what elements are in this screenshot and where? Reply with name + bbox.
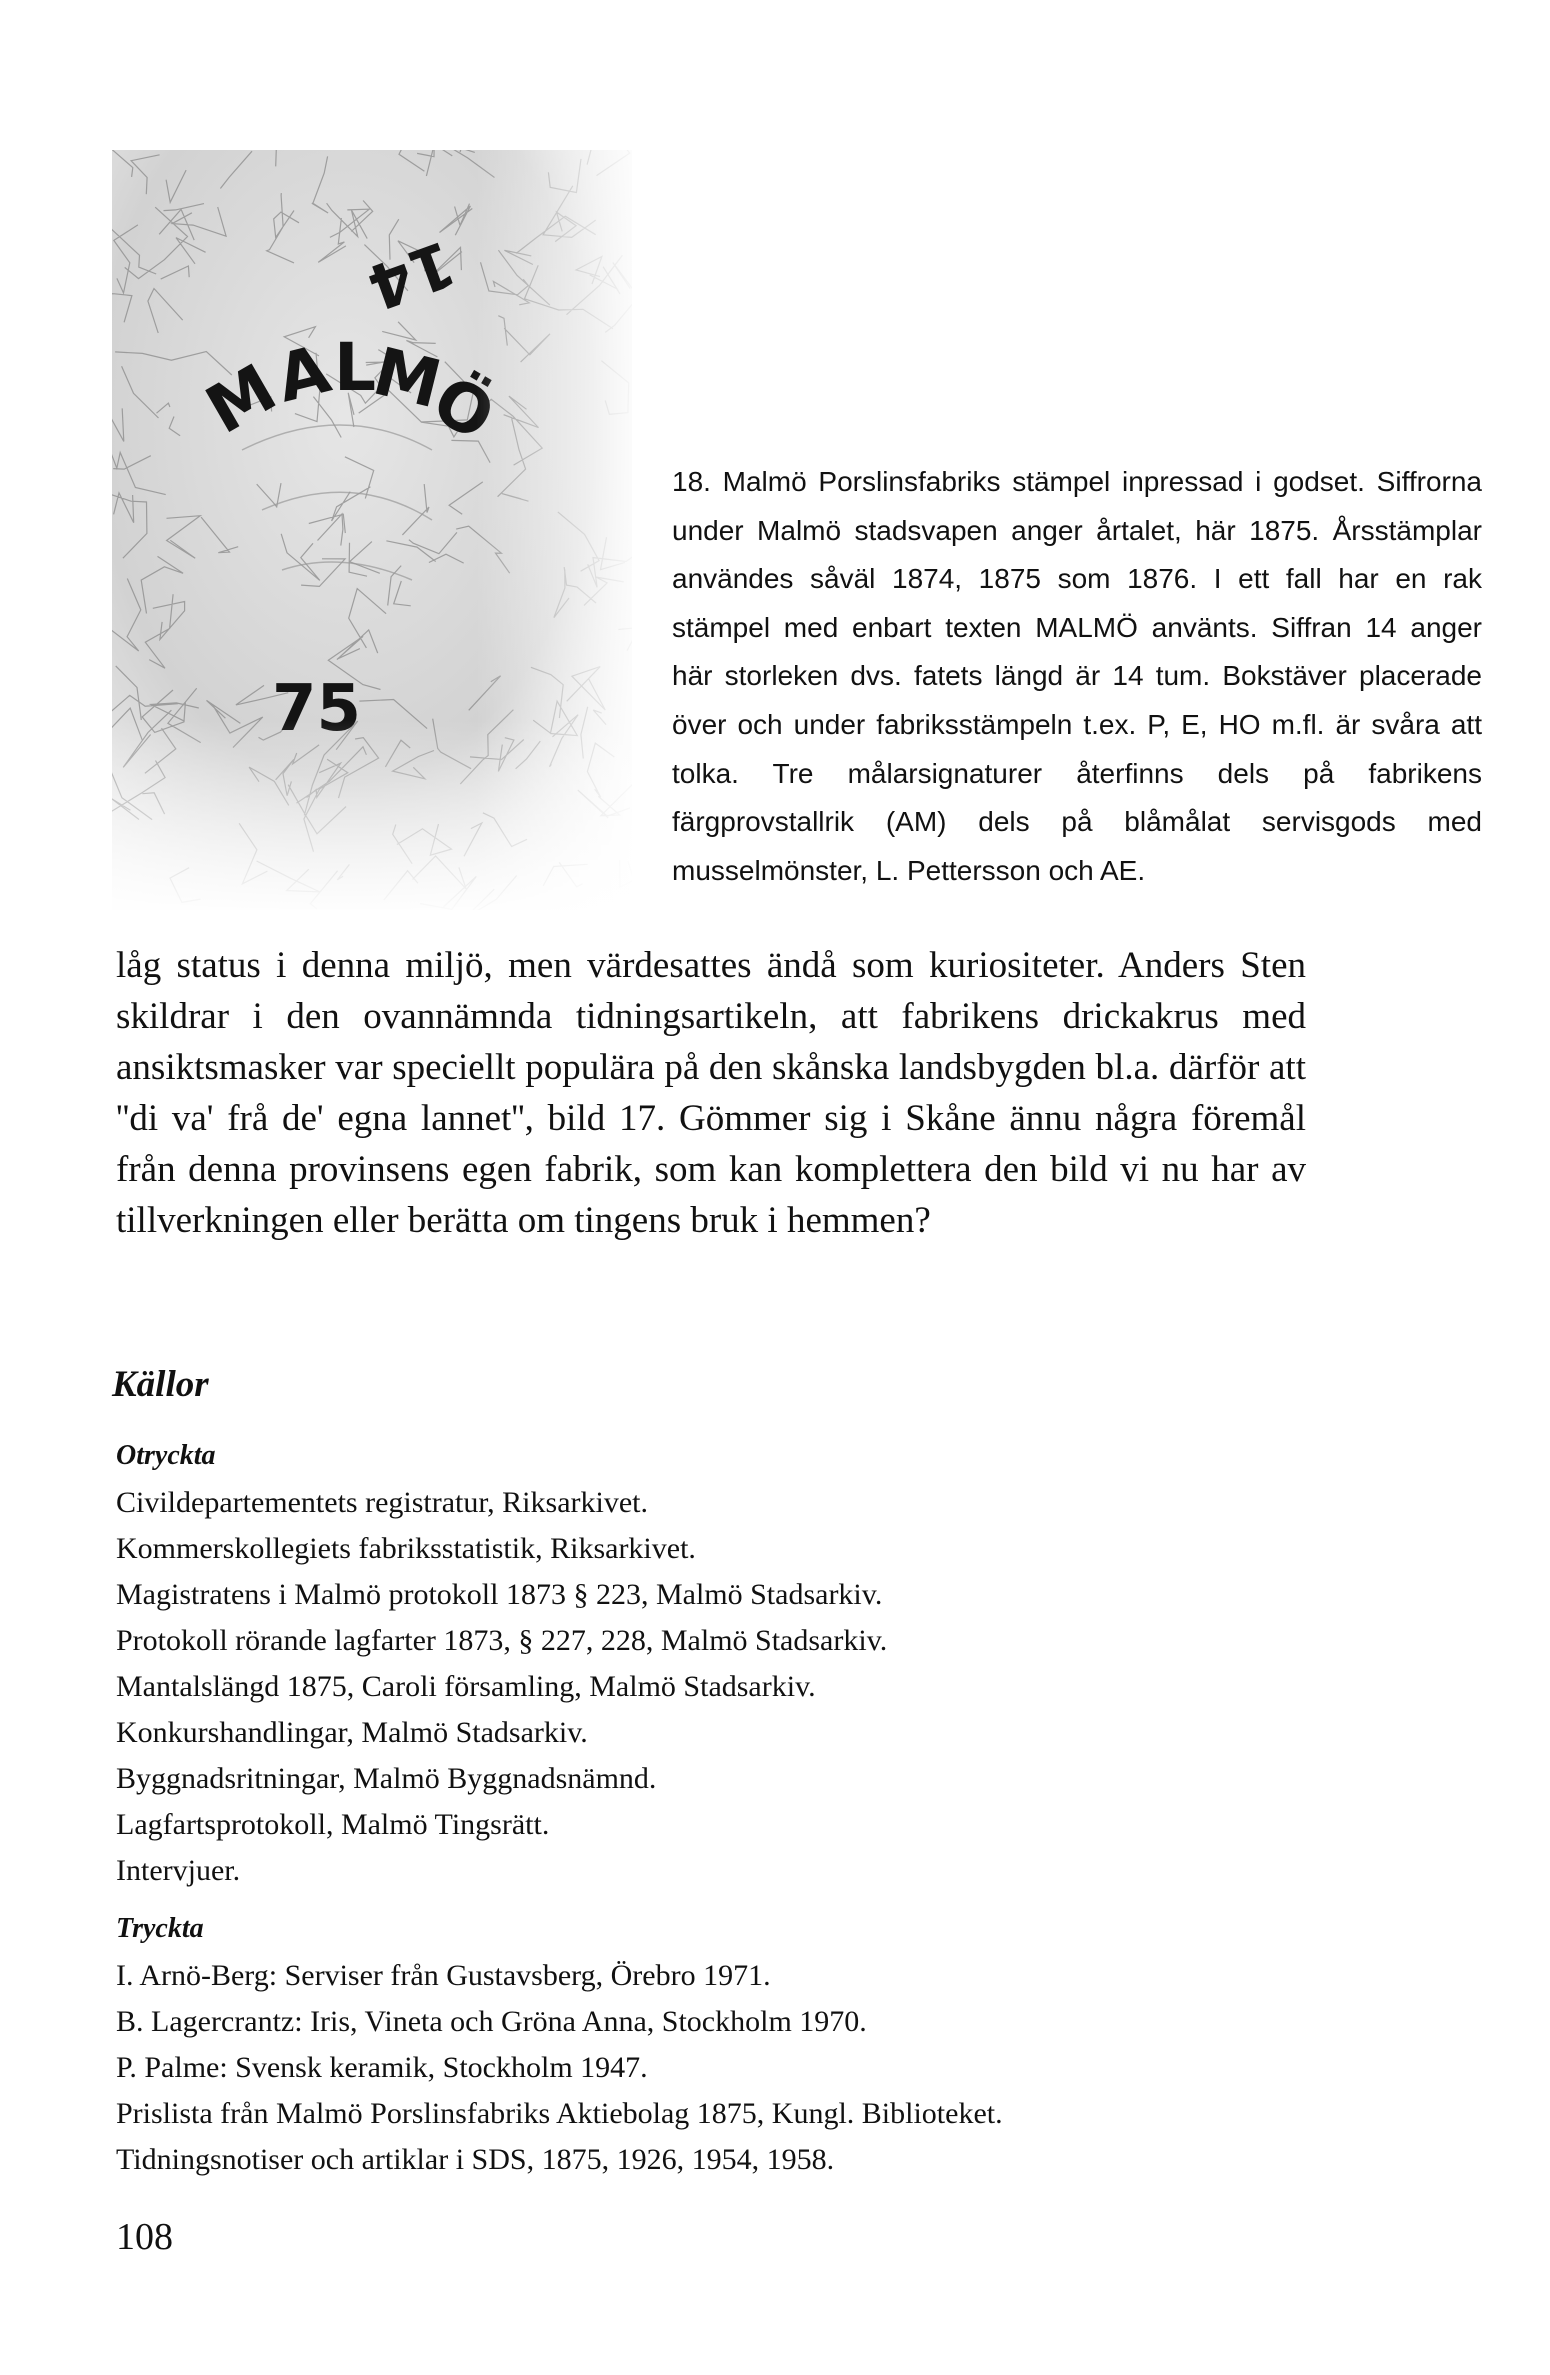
sources-heading: Källor — [112, 1364, 209, 1405]
printed-sources-heading: Tryckta — [116, 1913, 204, 1944]
unprinted-sources-heading: Otryckta — [116, 1440, 216, 1471]
printed-sources-list — [116, 1953, 1003, 2183]
source-item: Prislista från Malmö Porslinsfabriks Aktiebolag 1875, Kungl. Biblioteket. — [116, 2097, 1003, 2130]
figure-caption-text: 18. Malmö Porslinsfabriks stämpel inpressad i godset. Siffrorna under Malmö stadsvapen anger årtalet, här 1875. Årsstämplar användes såväl 1874, 1875 som 1876. I ett fall har en rak stämpel med enbart texten MALMÖ använts. Siffran 14 anger här storleken dvs. fatets längd är 14 tum. Bokstäver placerade över och under fabriksstämpeln t.ex. P, E, HO m.fl. är svåra att tolka. Tre målarsignaturer återfinns dels på fabrikens färgprovstallrik (AM) dels på blåmålat servisgods med musselmönster, L. Pettersson och AE. — [672, 466, 1482, 886]
source-item: B. Lagercrantz: Iris, Vineta och Gröna Anna, Stockholm 1970. — [116, 2005, 867, 2038]
page-number: 108 — [116, 2216, 173, 2258]
source-item: Intervjuer. — [116, 1854, 241, 1887]
source-item: P. Palme: Svensk keramik, Stockholm 1947. — [116, 2051, 648, 2084]
source-item: Magistratens i Malmö protokoll 1873 § 223, Malmö Stadsarkiv. — [116, 1578, 883, 1611]
source-item: Protokoll rörande lagfarter 1873, § 227, 228, Malmö Stadsarkiv. — [116, 1624, 888, 1657]
source-item: Mantalslängd 1875, Caroli församling, Malmö Stadsarkiv. — [116, 1670, 816, 1703]
stamp-photograph-graphic — [112, 150, 632, 910]
source-item: Lagfartsprotokoll, Malmö Tingsrätt. — [116, 1808, 550, 1841]
body-paragraph: låg status i denna miljö, men värdesattes ändå som kuriositeter. Anders Sten skildrar i den ovannämnda tidningsartikeln, att fabrikens drickakrus med ansiktsmasker var speciellt populära på den skånska landsbygden bl.a. därför att ''di va' frå de' egna lannet'', bild 17. Gömmer sig i Skåne ännu några föremål från denna provinsens egen fabrik, som kan komplettera den bild vi nu har av tillverkningen eller berätta om tingens bruk i hemmen? — [116, 945, 1306, 1241]
source-item: Kommerskollegiets fabriksstatistik, Riksarkivet. — [116, 1532, 696, 1565]
unprinted-sources-list — [116, 1480, 887, 1894]
source-item: Tidningsnotiser och artiklar i SDS, 1875, 1926, 1954, 1958. — [116, 2143, 835, 2176]
source-item: Byggnadsritningar, Malmö Byggnadsnämnd. — [116, 1762, 657, 1795]
source-item: I. Arnö-Berg: Serviser från Gustavsberg, Örebro 1971. — [116, 1959, 771, 1992]
stamp-photograph — [112, 150, 632, 910]
source-item: Konkurshandlingar, Malmö Stadsarkiv. — [116, 1716, 588, 1749]
figure-caption — [672, 458, 1482, 895]
source-item: Civildepartementets registratur, Riksarkivet. — [116, 1486, 648, 1519]
